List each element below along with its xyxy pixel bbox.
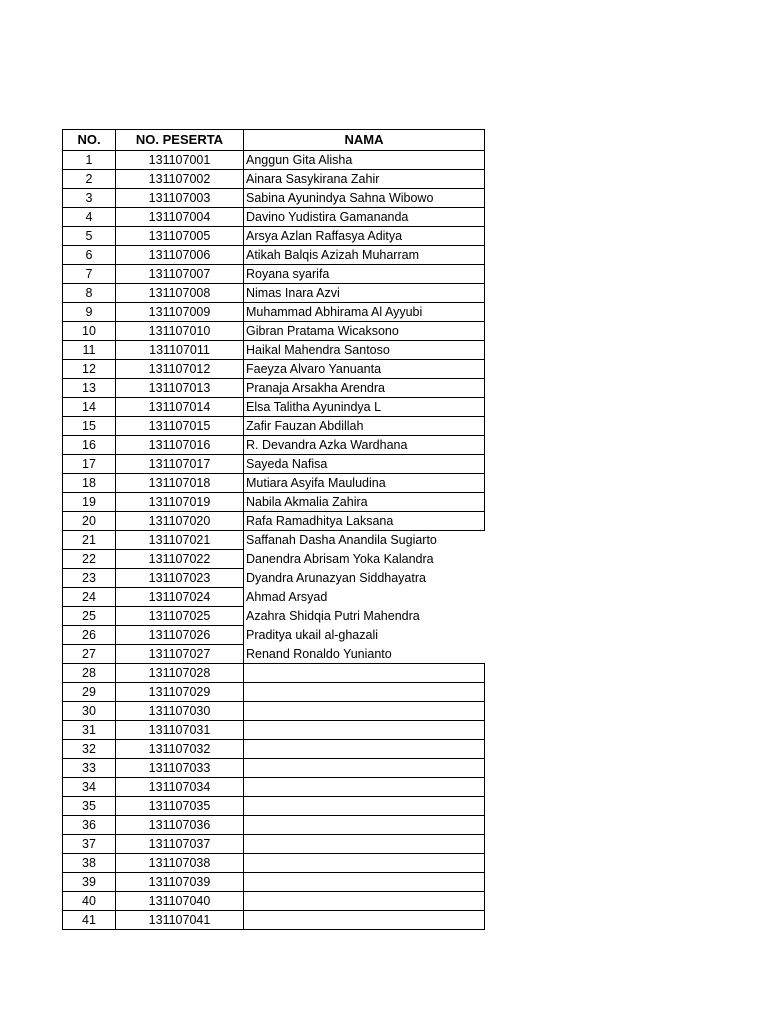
table-row bbox=[63, 702, 485, 721]
cell-no-peserta[interactable]: 131107018 bbox=[116, 474, 244, 493]
cell-no[interactable]: 5 bbox=[63, 227, 116, 246]
table-row bbox=[63, 607, 485, 626]
cell-no-peserta[interactable]: 131107037 bbox=[116, 835, 244, 854]
table-row bbox=[63, 341, 485, 360]
cell-nama[interactable] bbox=[244, 740, 485, 759]
table-row bbox=[63, 911, 485, 930]
cell-no[interactable]: 14 bbox=[63, 398, 116, 417]
cell-nama[interactable]: Anggun Gita Alisha bbox=[244, 151, 485, 170]
table-body bbox=[63, 151, 485, 930]
header-no-peserta[interactable]: NO. PESERTA bbox=[116, 130, 244, 151]
cell-no-peserta[interactable]: 131107012 bbox=[116, 360, 244, 379]
table-row bbox=[63, 284, 485, 303]
cell-no[interactable]: 21 bbox=[63, 531, 116, 550]
table-row bbox=[63, 151, 485, 170]
table-row bbox=[63, 512, 485, 531]
table-row bbox=[63, 436, 485, 455]
cell-nama[interactable]: Muhammad Abhirama Al Ayyubi bbox=[244, 303, 485, 322]
cell-no[interactable]: 40 bbox=[63, 892, 116, 911]
cell-no[interactable]: 12 bbox=[63, 360, 116, 379]
cell-no-peserta[interactable]: 131107038 bbox=[116, 854, 244, 873]
cell-nama[interactable]: Praditya ukail al-ghazali bbox=[244, 626, 485, 645]
table-row bbox=[63, 246, 485, 265]
cell-no[interactable]: 15 bbox=[63, 417, 116, 436]
cell-no-peserta[interactable]: 131107011 bbox=[116, 341, 244, 360]
cell-no[interactable]: 23 bbox=[63, 569, 116, 588]
cell-no[interactable]: 7 bbox=[63, 265, 116, 284]
cell-no[interactable]: 16 bbox=[63, 436, 116, 455]
table-row bbox=[63, 569, 485, 588]
table-row bbox=[63, 550, 485, 569]
cell-nama[interactable] bbox=[244, 835, 485, 854]
table-row bbox=[63, 664, 485, 683]
table-row bbox=[63, 170, 485, 189]
cell-no-peserta[interactable]: 131107033 bbox=[116, 759, 244, 778]
cell-no-peserta[interactable]: 131107021 bbox=[116, 531, 244, 550]
cell-nama[interactable] bbox=[244, 683, 485, 702]
table-row bbox=[63, 778, 485, 797]
cell-no-peserta[interactable]: 131107030 bbox=[116, 702, 244, 721]
cell-no-peserta[interactable]: 131107022 bbox=[116, 550, 244, 569]
cell-no[interactable]: 13 bbox=[63, 379, 116, 398]
cell-nama[interactable] bbox=[244, 873, 485, 892]
cell-nama[interactable]: Azahra Shidqia Putri Mahendra bbox=[244, 607, 485, 626]
cell-no-peserta[interactable]: 131107028 bbox=[116, 664, 244, 683]
participant-table bbox=[62, 129, 485, 930]
cell-no-peserta[interactable]: 131107020 bbox=[116, 512, 244, 531]
cell-no-peserta[interactable]: 131107032 bbox=[116, 740, 244, 759]
cell-nama[interactable]: Rafa Ramadhitya Laksana bbox=[244, 512, 485, 531]
cell-no[interactable]: 36 bbox=[63, 816, 116, 835]
cell-no[interactable]: 1 bbox=[63, 151, 116, 170]
cell-no[interactable]: 4 bbox=[63, 208, 116, 227]
cell-no-peserta[interactable]: 131107015 bbox=[116, 417, 244, 436]
cell-no-peserta[interactable]: 131107002 bbox=[116, 170, 244, 189]
cell-no[interactable]: 25 bbox=[63, 607, 116, 626]
cell-nama[interactable]: Atikah Balqis Azizah Muharram bbox=[244, 246, 485, 265]
cell-no-peserta[interactable]: 131107041 bbox=[116, 911, 244, 930]
cell-nama[interactable] bbox=[244, 702, 485, 721]
cell-no[interactable]: 22 bbox=[63, 550, 116, 569]
cell-no-peserta[interactable]: 131107039 bbox=[116, 873, 244, 892]
cell-no-peserta[interactable]: 131107010 bbox=[116, 322, 244, 341]
cell-no[interactable]: 24 bbox=[63, 588, 116, 607]
cell-no-peserta[interactable]: 131107004 bbox=[116, 208, 244, 227]
table-row bbox=[63, 835, 485, 854]
table-row bbox=[63, 303, 485, 322]
cell-no[interactable]: 20 bbox=[63, 512, 116, 531]
table-header-row bbox=[63, 130, 485, 151]
table-row bbox=[63, 797, 485, 816]
cell-nama[interactable]: Faeyza Alvaro Yanuanta bbox=[244, 360, 485, 379]
table-row bbox=[63, 379, 485, 398]
table-row bbox=[63, 759, 485, 778]
cell-no[interactable]: 18 bbox=[63, 474, 116, 493]
cell-nama[interactable] bbox=[244, 892, 485, 911]
cell-nama[interactable] bbox=[244, 854, 485, 873]
cell-no[interactable]: 29 bbox=[63, 683, 116, 702]
cell-no[interactable]: 27 bbox=[63, 645, 116, 664]
cell-no-peserta[interactable]: 131107016 bbox=[116, 436, 244, 455]
cell-no-peserta[interactable]: 131107017 bbox=[116, 455, 244, 474]
cell-no[interactable]: 9 bbox=[63, 303, 116, 322]
cell-nama[interactable] bbox=[244, 778, 485, 797]
cell-no[interactable]: 2 bbox=[63, 170, 116, 189]
cell-no[interactable]: 8 bbox=[63, 284, 116, 303]
cell-nama[interactable] bbox=[244, 664, 485, 683]
cell-no-peserta[interactable]: 131107034 bbox=[116, 778, 244, 797]
cell-nama[interactable]: Saffanah Dasha Anandila Sugiarto bbox=[244, 531, 485, 550]
cell-nama[interactable]: Nabila Akmalia Zahira bbox=[244, 493, 485, 512]
cell-no-peserta[interactable]: 131107007 bbox=[116, 265, 244, 284]
table-row bbox=[63, 417, 485, 436]
table-row bbox=[63, 740, 485, 759]
cell-nama[interactable]: R. Devandra Azka Wardhana bbox=[244, 436, 485, 455]
table-row bbox=[63, 873, 485, 892]
table-row bbox=[63, 398, 485, 417]
cell-no[interactable]: 26 bbox=[63, 626, 116, 645]
table-row bbox=[63, 626, 485, 645]
cell-no-peserta[interactable]: 131107026 bbox=[116, 626, 244, 645]
cell-no[interactable]: 39 bbox=[63, 873, 116, 892]
cell-no[interactable]: 28 bbox=[63, 664, 116, 683]
cell-no-peserta[interactable]: 131107006 bbox=[116, 246, 244, 265]
table-row bbox=[63, 683, 485, 702]
cell-nama[interactable]: Elsa Talitha Ayunindya L bbox=[244, 398, 485, 417]
cell-nama[interactable] bbox=[244, 797, 485, 816]
table-row bbox=[63, 227, 485, 246]
cell-nama[interactable]: Arsya Azlan Raffasya Aditya bbox=[244, 227, 485, 246]
cell-nama[interactable]: Dyandra Arunazyan Siddhayatra bbox=[244, 569, 485, 588]
cell-nama[interactable]: Zafir Fauzan Abdillah bbox=[244, 417, 485, 436]
cell-no-peserta[interactable]: 131107001 bbox=[116, 151, 244, 170]
table-row bbox=[63, 721, 485, 740]
cell-nama[interactable]: Gibran Pratama Wicaksono bbox=[244, 322, 485, 341]
cell-no-peserta[interactable]: 131107008 bbox=[116, 284, 244, 303]
table-row bbox=[63, 455, 485, 474]
cell-no-peserta[interactable]: 131107013 bbox=[116, 379, 244, 398]
header-no[interactable]: NO. bbox=[63, 130, 116, 151]
table-row bbox=[63, 531, 485, 550]
cell-nama[interactable]: Haikal Mahendra Santoso bbox=[244, 341, 485, 360]
cell-no-peserta[interactable]: 131107003 bbox=[116, 189, 244, 208]
cell-nama[interactable]: Ahmad Arsyad bbox=[244, 588, 485, 607]
cell-no[interactable]: 30 bbox=[63, 702, 116, 721]
cell-no-peserta[interactable]: 131107024 bbox=[116, 588, 244, 607]
cell-nama[interactable]: Sayeda Nafisa bbox=[244, 455, 485, 474]
cell-nama[interactable]: Davino Yudistira Gamananda bbox=[244, 208, 485, 227]
cell-no-peserta[interactable]: 131107009 bbox=[116, 303, 244, 322]
cell-no[interactable]: 33 bbox=[63, 759, 116, 778]
cell-nama[interactable] bbox=[244, 911, 485, 930]
table-row bbox=[63, 322, 485, 341]
table-row bbox=[63, 816, 485, 835]
cell-no-peserta[interactable]: 131107025 bbox=[116, 607, 244, 626]
cell-no-peserta[interactable]: 131107005 bbox=[116, 227, 244, 246]
table-row bbox=[63, 854, 485, 873]
table-row bbox=[63, 360, 485, 379]
cell-no[interactable]: 6 bbox=[63, 246, 116, 265]
cell-no[interactable]: 34 bbox=[63, 778, 116, 797]
cell-no-peserta[interactable]: 131107023 bbox=[116, 569, 244, 588]
cell-no[interactable]: 38 bbox=[63, 854, 116, 873]
cell-no[interactable]: 11 bbox=[63, 341, 116, 360]
cell-nama[interactable]: Nimas Inara Azvi bbox=[244, 284, 485, 303]
cell-no[interactable]: 10 bbox=[63, 322, 116, 341]
cell-no[interactable]: 35 bbox=[63, 797, 116, 816]
cell-nama[interactable]: Renand Ronaldo Yunianto bbox=[244, 645, 485, 664]
cell-no-peserta[interactable]: 131107031 bbox=[116, 721, 244, 740]
table-row bbox=[63, 493, 485, 512]
cell-no[interactable]: 19 bbox=[63, 493, 116, 512]
table-row bbox=[63, 189, 485, 208]
cell-no-peserta[interactable]: 131107035 bbox=[116, 797, 244, 816]
cell-no-peserta[interactable]: 131107036 bbox=[116, 816, 244, 835]
cell-no-peserta[interactable]: 131107019 bbox=[116, 493, 244, 512]
cell-no[interactable]: 3 bbox=[63, 189, 116, 208]
cell-nama[interactable]: Pranaja Arsakha Arendra bbox=[244, 379, 485, 398]
cell-no-peserta[interactable]: 131107040 bbox=[116, 892, 244, 911]
cell-no[interactable]: 32 bbox=[63, 740, 116, 759]
cell-no[interactable]: 37 bbox=[63, 835, 116, 854]
cell-no[interactable]: 31 bbox=[63, 721, 116, 740]
cell-no-peserta[interactable]: 131107029 bbox=[116, 683, 244, 702]
table-row bbox=[63, 208, 485, 227]
table-row bbox=[63, 892, 485, 911]
cell-nama[interactable] bbox=[244, 759, 485, 778]
table-row bbox=[63, 474, 485, 493]
cell-nama[interactable]: Royana syarifa bbox=[244, 265, 485, 284]
cell-nama[interactable]: Danendra Abrisam Yoka Kalandra bbox=[244, 550, 485, 569]
table-row bbox=[63, 265, 485, 284]
cell-nama[interactable]: Sabina Ayunindya Sahna Wibowo bbox=[244, 189, 485, 208]
table-row bbox=[63, 645, 485, 664]
cell-nama[interactable]: Ainara Sasykirana Zahir bbox=[244, 170, 485, 189]
cell-no[interactable]: 41 bbox=[63, 911, 116, 930]
cell-no[interactable]: 17 bbox=[63, 455, 116, 474]
cell-no-peserta[interactable]: 131107027 bbox=[116, 645, 244, 664]
cell-nama[interactable]: Mutiara Asyifa Mauludina bbox=[244, 474, 485, 493]
cell-no-peserta[interactable]: 131107014 bbox=[116, 398, 244, 417]
cell-nama[interactable] bbox=[244, 721, 485, 740]
header-nama[interactable]: NAMA bbox=[244, 130, 485, 151]
cell-nama[interactable] bbox=[244, 816, 485, 835]
table-row bbox=[63, 588, 485, 607]
